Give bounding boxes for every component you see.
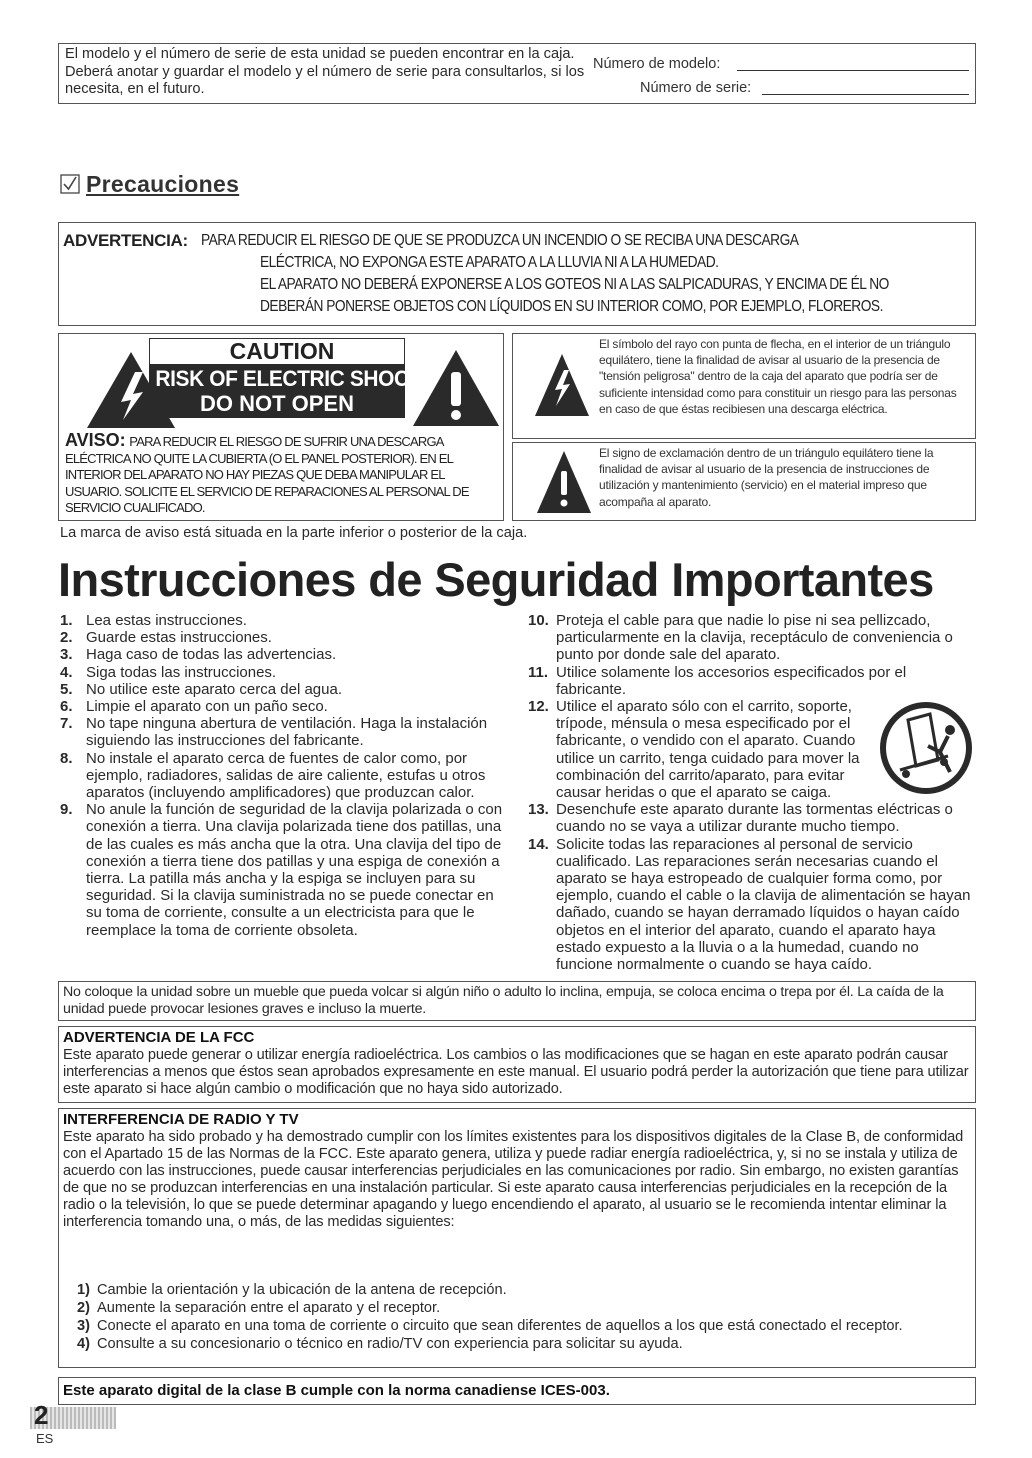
lightning-symbol-box [512, 333, 976, 439]
model-number-label: Número de modelo: [593, 56, 721, 72]
serial-number-blank [762, 94, 969, 95]
serial-number-label: Número de serie: [640, 80, 752, 96]
instructions-left-number: 6. [60, 698, 73, 716]
tipover-note: No coloque la unidad sobre un mueble que pueda volcar si algún niño o adulto lo inclina, empuja, se coloca encima o trepa por él. La caída de la unidad puede provocar lesiones graves e incluso la muerte. [63, 984, 944, 1017]
radio-tv-box [58, 1108, 976, 1368]
instructions-right-text: Solicite todas las reparaciones al personal de servicio cualificado. Las reparaciones serán necesarias cuando el aparato se haya estropeado de cualquier forma como, por ejemplo, cuando el cable o la clavija de alimentación se hayan dañado, cuando se hayan derramado líquidos o hayan caído objetos en el interior del aparato, cuando el aparato haya estado expuesto a la lluvia o a la humedad, cuando no funcione normalmente o cuando se haya caído. [556, 835, 971, 974]
radio-tv-title: INTERFERENCIA DE RADIO Y TV [63, 1111, 299, 1128]
language-code: ES [36, 1431, 54, 1446]
warning-line-4: DEBERÁN PONERSE OBJETOS CON LÍQUIDOS EN SU INTERIOR COMO, POR EJEMPLO, FLOREROS. [260, 298, 883, 315]
instructions-left-text: Siga todas las instrucciones. [86, 663, 277, 681]
aviso-text-block [65, 432, 499, 517]
aviso-label: AVISO: [65, 430, 126, 450]
page-number: 2 [34, 1400, 49, 1430]
do-not-open-text: DO NOT OPEN [199, 391, 354, 416]
instructions-left-number: 3. [60, 646, 73, 664]
instructions-left-number: 9. [60, 801, 73, 819]
instructions-left-text: Haga caso de todas las advertencias. [86, 646, 337, 664]
instructions-left-item [60, 801, 510, 939]
radio-step-number: 1) [77, 1282, 90, 1298]
radio-step-item [77, 1335, 973, 1353]
instructions-left-item [60, 646, 510, 663]
radio-tv-steps [77, 1281, 973, 1353]
risk-text: RISK OF ELECTRIC SHOCK [155, 366, 424, 391]
exclamation-symbol-icon [535, 449, 593, 520]
instructions-left-text: Lea estas instrucciones. [86, 612, 247, 629]
precautions-heading [60, 170, 239, 198]
instructions-left-text: No anule la función de seguridad de la clavija polarizada o con conexión a tierra. Una clavija polarizada tiene dos patillas, una de las cuales es más ancha que la otra. Una clavija del tipo de conexión a tierra tiene dos patillas y una espiga de conexión a tierra. La patilla más ancha y la espiga se incluyen para su seguridad. Si la clavija suministrada no se puede conectar en su toma de corriente, consulte a un electricista para que le reemplace la toma de corriente obsoleta. [86, 801, 503, 939]
safety-title: Instrucciones de Seguridad Importantes [58, 553, 934, 606]
instructions-left-number: 7. [60, 715, 73, 733]
aviso-text: PARA REDUCIR EL RIESGO DE SUFRIR UNA DESCARGA ELÉCTRICA NO QUITE LA CUBIERTA (O EL PANEL POSTERIOR). EN EL INTERIOR DEL APARATO NO HAY PIEZAS QUE DEBA MANIPULAR EL USUARIO. SOLICITE EL SERVICIO DE REPARACIONES AL PERSONAL DE SERVICIO CUALIFICADO. [65, 434, 469, 515]
radio-tv-text: Este aparato ha sido probado y ha demostrado cumplir con los límites existentes para los dispositivos digitales de la Clase B, de conformidad con el Apartado 15 de las Normas de la FCC. Este aparato genera, utiliza y puede radiar energía radioeléctrica, y, si no se instala y utiliza de acuerdo con las instrucciones, puede causar interferencias perjudiciales en las comunicaciones por radio. Sin embargo, no existen garantías de que no se produzcan interferencias en una instalación particular. Si este aparato causa interferencias perjudiciales en la recepción de la radio o la televisión, lo que se puede determinar apagando y luego encendiendo el aparato, al usuario se le recomienda intentar eliminar la interferencia tomando una, o más, de las medidas siguientes: [63, 1129, 964, 1230]
instructions-right-item [528, 836, 976, 974]
radio-step-text: Consulte a su concesionario o técnico en radio/TV con experiencia para solicitar su ayuda. [97, 1336, 683, 1352]
instructions-right-number: 13. [528, 801, 549, 819]
instructions-left-text: Guarde estas instrucciones. [86, 629, 272, 647]
instructions-right-number: 12. [528, 698, 549, 716]
instructions-left-text: No instale el aparato cerca de fuentes de calor como, por ejemplo, radiadores, salidas de aire caliente, estufas u otros aparatos (incluyendo amplificadores) que produzcan calor. [86, 749, 486, 802]
instructions-left-text: No tape ninguna abertura de ventilación. Haga la instalación siguiendo las instrucciones del fabricante. [86, 715, 488, 750]
instructions-left-number: 4. [60, 663, 73, 681]
instructions-right-text: Utilice solamente los accesorios especificados por el fabricante. [556, 663, 907, 698]
caution-title: CAUTION [229, 338, 335, 364]
exclamation-symbol-text: El signo de exclamación dentro de un triángulo equilátero tiene la finalidad de avisar al usuario de la presencia de instrucciones de utilización y mantenimiento (servicio) en el material impreso que acompaña al aparato. [599, 446, 934, 509]
warning-box [58, 222, 976, 326]
canada-note: Este aparato digital de la clase B cumple con la norma canadiense ICES-003. [63, 1382, 610, 1399]
risk-banner [149, 364, 424, 418]
warning-line-1: PARA REDUCIR EL RIESGO DE QUE SE PRODUZCA UN INCENDIO O SE RECIBA UNA DESCARGA [201, 232, 799, 249]
instructions-left-item [60, 750, 510, 802]
instructions-right-item [528, 664, 976, 698]
radio-step-text: Cambie la orientación y la ubicación de la antena de recepción. [97, 1282, 507, 1298]
instructions-right-item [528, 612, 976, 664]
instructions-left-number: 5. [60, 680, 73, 698]
cart-warning-icon [878, 700, 974, 801]
radio-step-item [77, 1317, 973, 1335]
lightning-symbol-icon [533, 352, 591, 423]
canada-box [58, 1377, 976, 1405]
instructions-left-item [60, 715, 510, 749]
radio-step-text: Aumente la separación entre el aparato y el receptor. [97, 1300, 441, 1316]
radio-step-item [77, 1299, 973, 1317]
instructions-left-number: 8. [60, 749, 73, 767]
instructions-left-item [60, 681, 510, 698]
radio-step-number: 4) [77, 1336, 90, 1352]
instructions-left-number: 2. [60, 629, 73, 647]
radio-step-item [77, 1281, 973, 1299]
instructions-left-number: 1. [60, 612, 73, 629]
instructions-right-text: Desenchufe este aparato durante las tormentas eléctricas o cuando no se vaya a utilizar durante mucho tiempo. [556, 801, 953, 836]
fcc-text: Este aparato puede generar o utilizar energía radioeléctrica. Los cambios o las modificaciones que se hagan en este aparato podrán causar interferencias a menos que éstos sean aprobados expresamente en este manual. El usuario podrá perder la autorización que tiene para utilizar este aparato si hace algún cambio o modificación que no haya sido autorizado. [63, 1047, 969, 1097]
radio-step-number: 3) [77, 1318, 90, 1334]
instructions-right-text: Proteja el cable para que nadie lo pise ni sea pellizcado, particularmente en la clavija, receptáculo de conveniencia o punto por donde sale del aparato. [556, 612, 953, 664]
instructions-right-text: Utilice el aparato sólo con el carrito, soporte, trípode, ménsula o mesa especificado por el fabricante, o vendido con el aparato. Cuando utilice un carrito, tenga cuidado para mover la combinación del carrito/aparato, para evitar causar heridas o que el aparato se caiga. [556, 698, 860, 802]
instructions-left-item [60, 698, 510, 715]
instructions-left-text: No utilice este aparato cerca del agua. [86, 680, 342, 698]
instructions-right-number: 10. [528, 612, 549, 629]
instructions-left-list [60, 612, 510, 939]
model-number-blank [737, 70, 969, 71]
instructions-left-item [60, 664, 510, 681]
instructions-left-text: Limpie el aparato con un paño seco. [86, 698, 328, 716]
instructions-left-item [60, 629, 510, 646]
model-serial-box [58, 43, 976, 104]
instructions-right-number: 11. [528, 663, 549, 681]
checkbox-checked-icon [60, 174, 80, 194]
instructions-right-number: 14. [528, 835, 549, 853]
mark-location-note: La marca de aviso está situada en la parte inferior o posterior de la caja. [60, 525, 528, 541]
exclamation-symbol-box [512, 442, 976, 521]
warning-line-2: ELÉCTRICA, NO EXPONGA ESTE APARATO A LA LLUVIA NI A LA HUMEDAD. [260, 254, 719, 271]
instructions-left-item [60, 612, 510, 629]
warning-label: ADVERTENCIA: [63, 231, 188, 250]
radio-step-number: 2) [77, 1300, 90, 1316]
exclamation-triangle-icon [411, 348, 501, 433]
fcc-box [58, 1026, 976, 1103]
precautions-title: Precauciones [86, 170, 240, 197]
model-serial-note: El modelo y el número de serie de esta unidad se pueden encontrar en la caja. Deberá anotar y guardar el modelo y el número de serie para consultarlos, si los necesita, en el futuro. [65, 46, 585, 97]
fcc-title: ADVERTENCIA DE LA FCC [63, 1029, 255, 1046]
radio-step-text: Conecte el aparato en una toma de corriente o circuito que sean diferentes de aquellos a los que está conectado el receptor. [97, 1318, 903, 1334]
tipover-note-box [58, 981, 976, 1021]
lightning-symbol-text: El símbolo del rayo con punta de flecha, en el interior de un triángulo equilátero, tiene la finalidad de avisar al usuario de la presencia de "tensión peligrosa" dentro de la caja del aparato que podría ser de suficiente intensidad como para constituir un riesgo para las personas en caso de que éstas recibiesen una descarga eléctrica. [599, 337, 957, 416]
caution-label-box [58, 333, 504, 521]
instructions-right-item [528, 801, 976, 835]
warning-line-3: EL APARATO NO DEBERÁ EXPONERSE A LOS GOTEOS NI A LAS SALPICADURAS, Y ENCIMA DE ÉL NO [260, 276, 889, 293]
caution-frame [149, 338, 405, 364]
